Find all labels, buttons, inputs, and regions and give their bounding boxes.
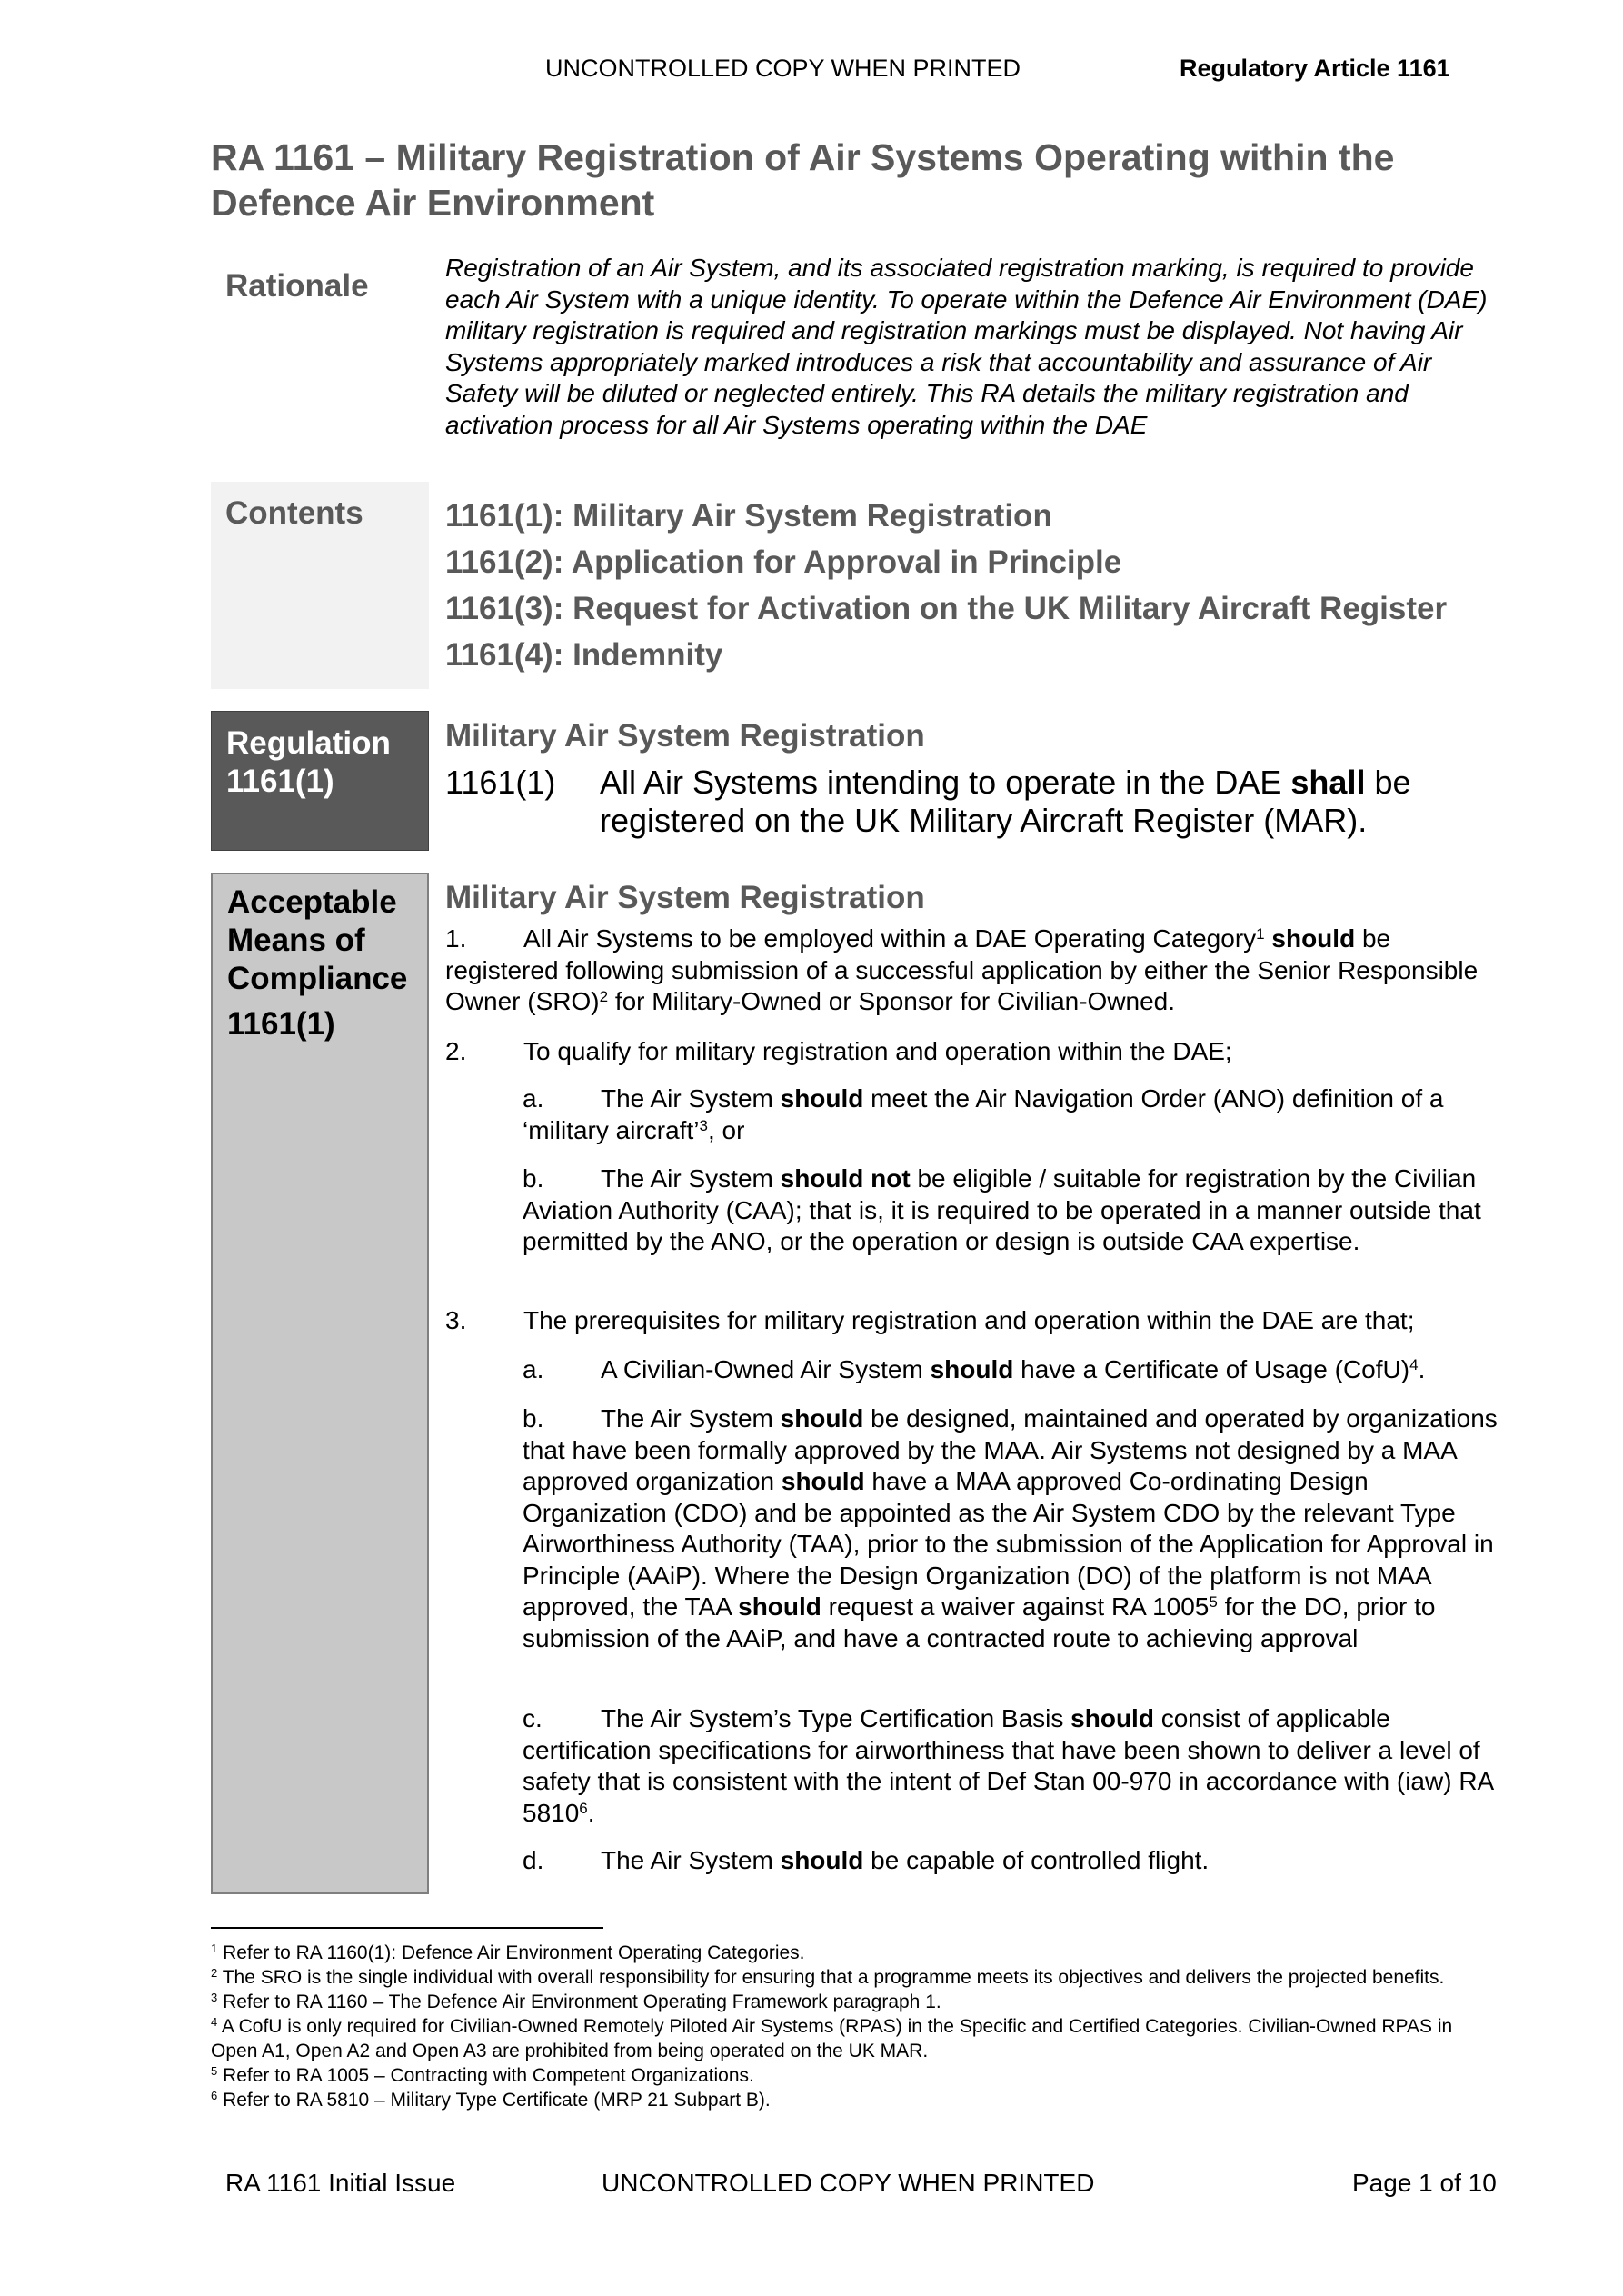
footnote-6: $^6$ Refer to RA 5810 – Military Type Certificate (MRP 21 Subpart B). [211,2089,771,2111]
footer-uncontrolled-notice: UNCONTROLLED COPY WHEN PRINTED [602,2169,1095,2197]
footnote-1: $^1$ Refer to RA 1160(1): Defence Air Environment Operating Categories. [211,1942,805,1963]
contents-item-1161-2[interactable]: 1161(2): Application for Approval in Principle [445,544,1122,580]
footnote-3: $^3$ Refer to RA 1160 – The Defence Air Environment Operating Framework paragraph 1. [211,1991,941,2012]
amc-paragraph-2: 2. To qualify for military registration and operation within the DAE; [445,1037,1232,1065]
amc-label-ref: 1161(1) [227,1006,335,1042]
footnotes [211,1941,1501,2112]
footnote-ref-1[interactable]: 1 [1256,925,1265,943]
regulation-number: 1161(1) [445,764,556,801]
rationale-label: Rationale [225,268,369,304]
amc-label [211,873,429,1894]
contents-item-1161-3[interactable]: 1161(3): Request for Activation on the UK Military Aircraft Register [445,591,1448,626]
regulation-label-line1: Regulation [226,725,391,761]
footnote-ref-3[interactable]: 3 [699,1116,708,1134]
footer-page-number: Page 1 of 10 [1352,2169,1497,2197]
contents-label-text: Contents [225,495,363,531]
amc-paragraph-3d: d. The Air System should be capable of controlled flight. [523,1846,1210,1874]
amc-heading: Military Air System Registration [445,880,925,915]
amc-paragraph-3c: c. The Air System’s Type Certification Basis should consist of applicable certification specifications for airworthiness that have been shown to deliver a level of safety that is consistent with the intent of Def Stan 00-970 in accordance with (iaw) RA 5810$^6$. [523,1704,1493,1827]
page-title: RA 1161 – Military Registration of Air Systems Operating within the Defence Air Environment [211,136,1395,224]
footnote-separator [211,1927,603,1929]
header-uncontrolled-notice: UNCONTROLLED COPY WHEN PRINTED [545,55,1021,82]
regulation-label-line2: 1161(1) [226,764,334,799]
footnote-ref-6[interactable]: 6 [579,1799,588,1817]
amc-label-line3: Compliance [227,961,408,996]
amc-paragraph-3a: a. A Civilian-Owned Air System should have a Certificate of Usage (CofU)$^4$. [523,1355,1426,1383]
amc-label-line2: Means of [227,923,365,958]
footnote-ref-4[interactable]: 4 [1409,1356,1419,1373]
regulation-label [211,711,429,851]
footnote-ref-5[interactable]: 5 [1209,1593,1218,1611]
rationale-text: Registration of an Air System, and its associated registration marking, is required to provide each Air System with a unique identity. To operate within the Defence Air Environment (DAE) military registration is required and registration markings must be displayed. Not having Air Systems appropriately marked introduces a risk that accountability and assurance of Air Safety will be diluted or neglected entirely. This RA details the military registration and activation process for all Air Systems operating within the DAE [445,254,1488,439]
footnote-ref-2[interactable]: 2 [599,988,609,1005]
amc-label-line1: Acceptable [227,884,397,920]
amc-paragraph-3: 3. The prerequisites for military registration and operation within the DAE are that; [445,1306,1415,1334]
amc-paragraph-1: 1. All Air Systems to be employed within a DAE Operating Category$^1$ should be registered following submission of a successful application by either the Senior Responsible Owner (SRO)$^2$ for Military-Owned or Sponsor for Civilian-Owned. [445,924,1479,1015]
amc-paragraph-3b: b. The Air System should be designed, maintained and operated by organizations that have been formally approved by the MAA. Air Systems not designed by a MAA approved organization should have a MAA approved Co-ordinating Design Organization (CDO) and be appointed as the Air System CDO by the relevant Type Airworthiness Authority (TAA), prior to the submission of the Application for Approval in Principle (AAiP). Where the Design Organization (DO) of the platform is not MAA approved, the TAA should request a waiver against RA 1005$^5$ for the DO, prior to submission of the AAiP, and have a contracted route to achieving approval [523,1404,1498,1652]
amc-paragraph-2b: b. The Air System should not be eligible / suitable for registration by the Civilian Aviation Authority (CAA); that is, it is required to be operated in a manner outside that permitted by the ANO, or the operation or design is outside CAA expertise. [523,1164,1481,1255]
header-article-number: Regulatory Article 1161 [1180,55,1450,82]
regulation-text: All Air Systems intending to operate in the DAE shall be registered on the UK Military Aircraft Register (MAR). [600,764,1411,839]
footnote-5: $^5$ Refer to RA 1005 – Contracting with Competent Organizations. [211,2064,754,2086]
contents-list [445,493,1536,678]
contents-item-1161-1[interactable]: 1161(1): Military Air System Registration [445,498,1052,534]
contents-label [211,482,429,689]
footer-issue: RA 1161 Initial Issue [225,2169,456,2197]
footnote-4: $^4$ A CofU is only required for Civilian-Owned Remotely Piloted Air Systems (RPAS) in the Specific and Certified Categories. Civilian-Owned RPAS in Open A1, Open A2 and Open A3 are prohibited from being operated on the UK MAR. [211,2015,1453,2061]
contents-item-1161-4[interactable]: 1161(4): Indemnity [445,637,723,673]
footnote-2: $^2$ The SRO is the single individual with overall responsibility for ensuring that a programme meets its objectives and delivers the projected benefits. [211,1966,1445,1988]
regulation-heading: Military Air System Registration [445,718,925,754]
amc-paragraph-2a: a. The Air System should meet the Air Navigation Order (ANO) definition of a ‘military aircraft’$^3$, or [523,1084,1444,1144]
